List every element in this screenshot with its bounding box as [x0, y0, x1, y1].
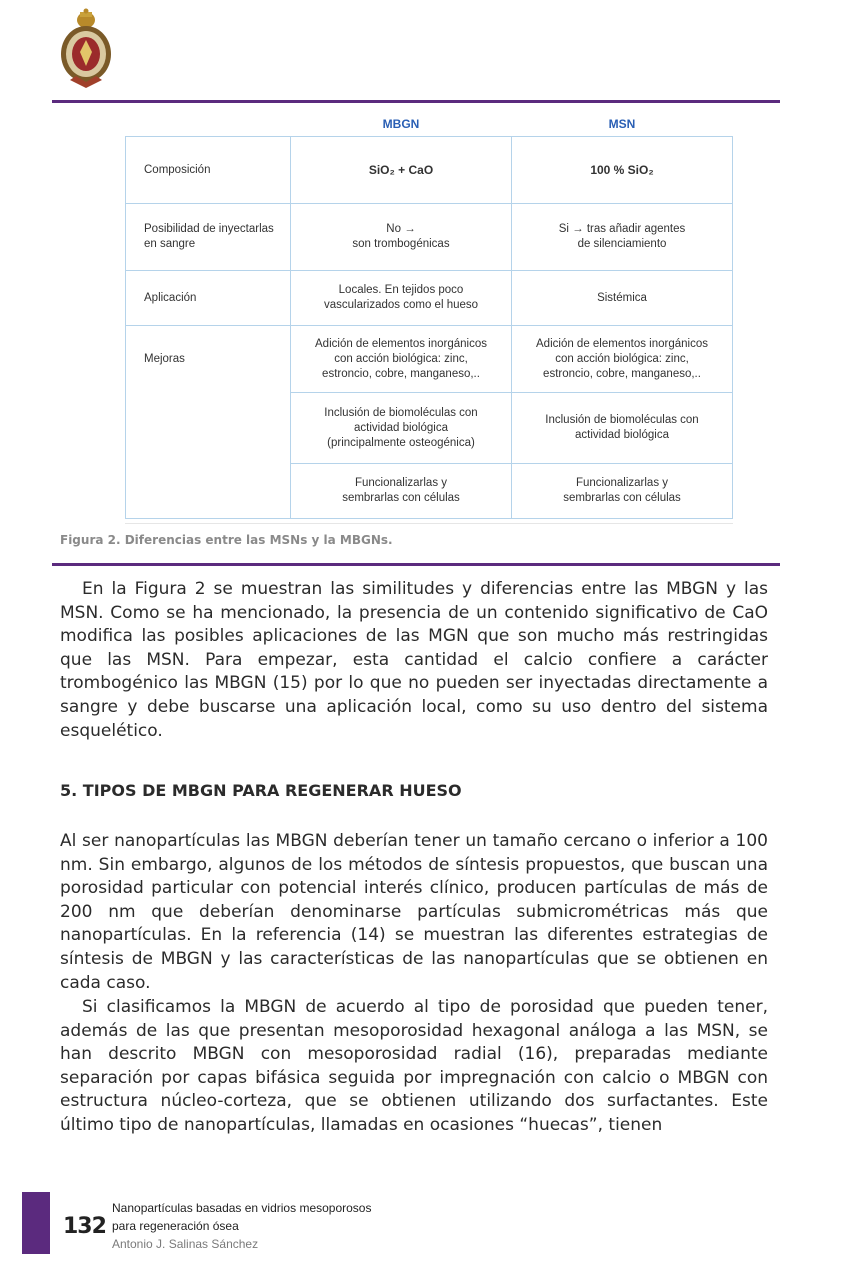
- figure-divider: [125, 523, 733, 524]
- figure-caption: Figura 2. Diferencias entre las MSNs y la MBGNs.: [60, 533, 393, 547]
- table-header-row: [126, 112, 733, 137]
- footer-accent-bar: [22, 1192, 50, 1254]
- row-label-composicion: Composición: [126, 137, 291, 204]
- cell-mbgn-mejoras-2: Inclusión de biomoléculas con actividad biológica (principalmente osteogénica): [291, 393, 512, 464]
- table-row: [126, 326, 733, 393]
- cell-mbgn-mejoras-3: Funcionalizarlas y sembrarlas con células: [291, 464, 512, 519]
- cell-msn-aplicacion: Sistémica: [512, 271, 733, 326]
- cell-msn-mejoras-3: Funcionalizarlas y sembrarlas con células: [512, 464, 733, 519]
- body-paragraph-2: Al ser nanopartículas las MBGN deberían tener un tamaño cercano o inferior a 100 nm. Sin embargo, algunos de los métodos de síntesis propuestos, que buscan una porosidad particular con potencial interés clínico, producen partículas de más de 200 nm que deberían denominarse partículas submicrométricas más que nanopartículas. En la referencia (14) se muestran las diferentes estrategias de síntesis de MBGN y las características de las nanopartículas que se obtienen en cada caso.: [60, 831, 768, 993]
- cell-mbgn-composicion: SiO₂ + CaO: [291, 137, 512, 204]
- table-row: [126, 137, 733, 204]
- cell-mbgn-inyectar: No → son trombogénicas: [291, 204, 512, 271]
- caption-rule: [52, 563, 780, 566]
- page-number: 132: [63, 1214, 106, 1239]
- row-label-aplicacion: Aplicación: [126, 271, 291, 326]
- cell-msn-inyectar: Si → tras añadir agentes de silenciamiento: [512, 204, 733, 271]
- body-paragraph-1: En la Figura 2 se muestran las similitudes y diferencias entre las MBGN y las MSN. Como se ha mencionado, la presencia de un contenido significativo de CaO modifica las posibles aplicaciones de las MGN que son mucho más restringidas que las MSN. Para empezar, esta cantidad el calcio confiere a carácter trombogénico las MBGN (15) por lo que no pueden ser inyectadas directamente a sangre y debe buscarse una aplicación local, como su uso dentro del sistema esquelético.: [60, 579, 768, 741]
- university-coat-of-arms-icon: [56, 8, 116, 92]
- cell-msn-mejoras-1: Adición de elementos inorgánicos con acción biológica: zinc, estroncio, cobre, manganeso,..: [512, 326, 733, 393]
- comparison-table: [125, 112, 733, 519]
- header-rule: [52, 100, 780, 103]
- footer-author: Antonio J. Salinas Sánchez: [112, 1237, 259, 1251]
- row-label-inyectar: Posibilidad de inyectarlas en sangre: [126, 204, 291, 271]
- row-label-mejoras: Mejoras: [126, 326, 291, 519]
- cell-msn-composicion: 100 % SiO₂: [512, 137, 733, 204]
- table-row: [126, 271, 733, 326]
- body-paragraph-3: Si clasificamos la MBGN de acuerdo al tipo de porosidad que pueden tener, además de las que presentan mesoporosidad hexagonal análoga a las MSN, se han descrito MBGN con mesoporosidad radial (16), preparadas mediante separación por capas bifásica seguida por impregnación con calcio o MBGN con estructura núcleo-corteza, que se obtienen utilizando dos surfactantes. Este último tipo de nanopartículas, llamadas en ocasiones “huecas”, tienen: [60, 997, 768, 1135]
- table-header-msn: MSN: [608, 117, 636, 131]
- table-row: [126, 204, 733, 271]
- table-header-mbgn: MBGN: [382, 117, 420, 131]
- comparison-table-figure: [125, 112, 733, 519]
- table-header-empty: [126, 112, 291, 137]
- section-heading: 5. TIPOS DE MBGN PARA REGENERAR HUESO: [60, 781, 462, 800]
- footer-title-line2: para regeneración ósea: [112, 1219, 239, 1233]
- cell-mbgn-mejoras-1: Adición de elementos inorgánicos con acción biológica: zinc, estroncio, cobre, manganeso,..: [291, 326, 512, 393]
- cell-mbgn-aplicacion: Locales. En tejidos poco vascularizados como el hueso: [291, 271, 512, 326]
- footer-title-line1: Nanopartículas basadas en vidrios mesoporosos: [112, 1201, 372, 1215]
- cell-msn-mejoras-2: Inclusión de biomoléculas con actividad biológica: [512, 393, 733, 464]
